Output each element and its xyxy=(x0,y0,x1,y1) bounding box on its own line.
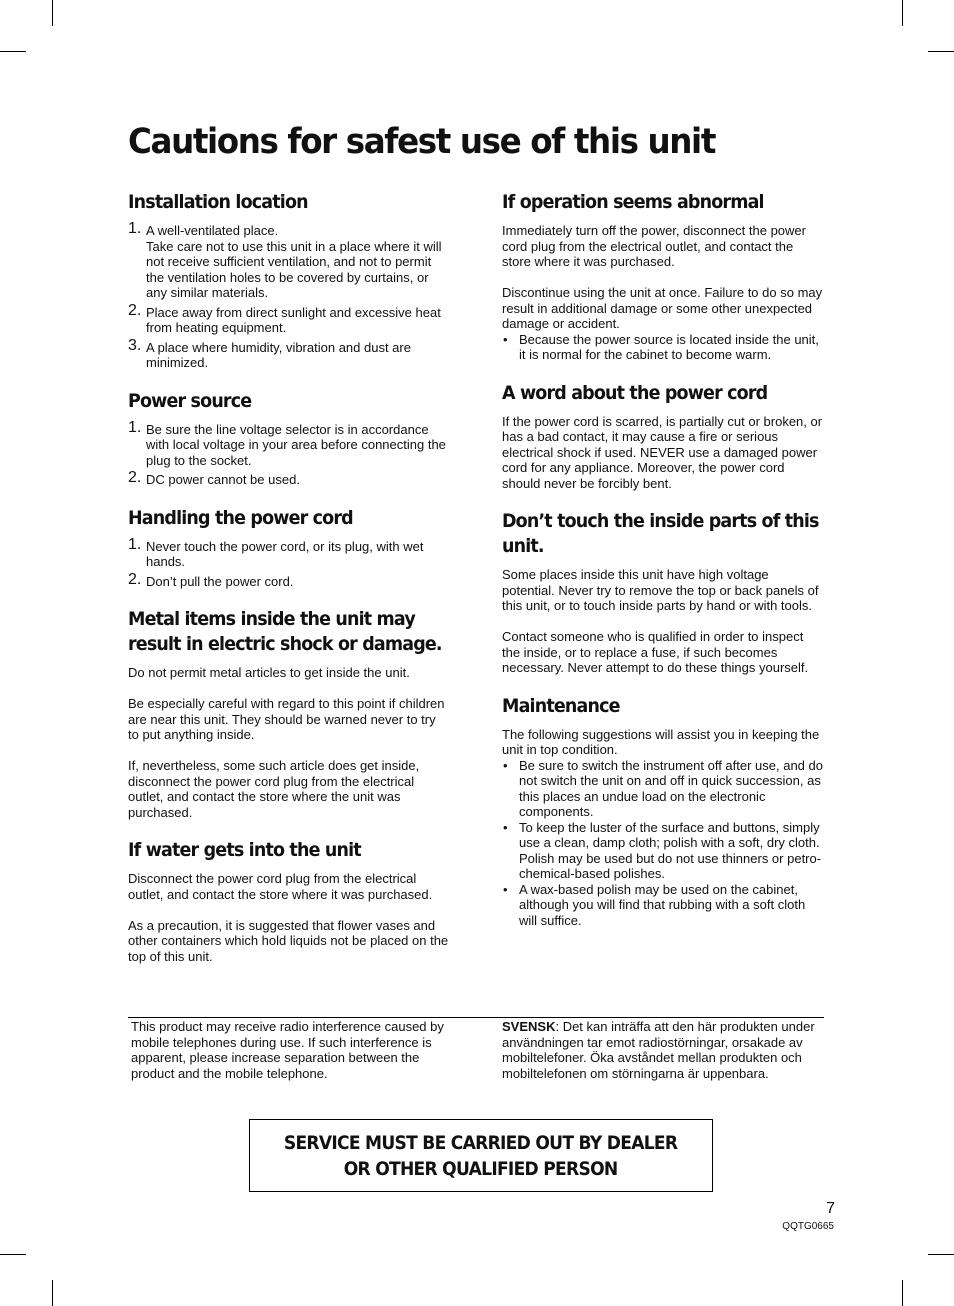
interference-note-swedish xyxy=(502,1019,824,1081)
paragraph: If the power cord is scarred, is partially cut or broken, or has a bad contact, it may cause a fire or serious electrical shock if used. NEVER use a damaged power cord for any appliance. Moreover, the power cord should never be forcibly bent. xyxy=(502,413,823,491)
numbered-list xyxy=(128,535,450,590)
section-heading: A word about the power cord xyxy=(502,381,768,404)
paragraph: As a precaution, it is suggested that flower vases and other containers which hold liquids not be placed on the top of this unit. xyxy=(128,917,449,964)
right-column xyxy=(502,190,824,946)
item-number: 1. xyxy=(128,535,142,553)
item-number: 2. xyxy=(128,469,142,486)
section-maintenance xyxy=(502,694,824,929)
paragraph: Some places inside this unit have high voltage potential. Never try to remove the top or back panels of this unit, or to touch inside parts by hand or with tools. xyxy=(502,567,819,613)
list-item xyxy=(128,220,450,301)
section-dont-touch-inside xyxy=(502,509,824,676)
section-heading: Maintenance xyxy=(502,694,620,717)
item-number: 1. xyxy=(128,220,142,237)
item-text: Don’t pull the power cord. xyxy=(146,573,294,589)
section-heading: Installation location xyxy=(128,191,308,213)
item-number: 2. xyxy=(128,570,142,588)
section-heading: Power source xyxy=(128,389,252,412)
service-warning-box xyxy=(249,1119,713,1192)
item-text: A place where humidity, vibration and dust are minimized. xyxy=(146,339,411,370)
service-warning-line: OR OTHER QUALIFIED PERSON xyxy=(344,1157,618,1180)
bullet-list xyxy=(502,758,824,929)
list-item xyxy=(128,418,450,469)
section-installation-location xyxy=(128,190,450,371)
paragraph: Be especially careful with regard to this point if children are near this unit. They should be warned never to try to put anything inside. xyxy=(128,696,445,742)
paragraph: Do not permit metal articles to get inside the unit. xyxy=(128,665,410,680)
item-text: Be sure the line voltage selector is in accordance with local voltage in your area before connecting the plug to the socket. xyxy=(146,421,446,468)
section-word-about-power-cord xyxy=(502,381,824,492)
paragraph: If, nevertheless, some such article does get inside, disconnect the power cord plug from the electrical outlet, and contact the store where the unit was purchased. xyxy=(128,758,420,820)
list-item xyxy=(128,469,450,488)
bullet-item: • Because the power source is located inside the unit, it is normal for the cabinet to become warm. xyxy=(502,332,824,363)
crop-mark xyxy=(52,0,53,26)
section-metal-items xyxy=(128,607,450,820)
paragraph: Disconnect the power cord plug from the electrical outlet, and contact the store where it was purchased. xyxy=(128,871,433,902)
section-heading: Don’t touch the inside parts of this unit. xyxy=(502,510,819,557)
item-text: A well-ventilated place. xyxy=(146,223,279,238)
section-heading: Handling the power cord xyxy=(128,506,353,529)
list-item xyxy=(128,301,450,336)
section-power-source xyxy=(128,389,450,488)
paragraph: Immediately turn off the power, disconnect the power cord plug from the electrical outlet, and contact the store where it was purchased. xyxy=(502,223,806,269)
item-text: Take care not to use this unit in a place where it will not receive sufficient ventilation, and not to permit the ventilation holes to be covered by curtains, or any similar materials. xyxy=(146,238,442,300)
bullet-item: • Be sure to switch the instrument off after use, and do not switch the unit on and off in quick succession, as this places an undue load on the electronic components. xyxy=(502,758,824,820)
section-handling-power-cord xyxy=(128,506,450,590)
item-number: 1. xyxy=(128,418,142,436)
section-heading: Metal items inside the unit may result in electric shock or damage. xyxy=(128,608,442,655)
crop-mark xyxy=(0,51,26,52)
paragraph: Discontinue using the unit at once. Failure to do so may result in additional damage or some other unexpected damage or accident. xyxy=(502,285,823,331)
crop-mark xyxy=(902,0,903,26)
item-text: Never touch the power cord, or its plug, with wet hands. xyxy=(146,538,424,569)
crop-mark xyxy=(902,1280,903,1306)
list-item xyxy=(128,570,450,590)
item-text: DC power cannot be used. xyxy=(146,472,300,487)
language-label: SVENSK xyxy=(502,1019,556,1034)
paragraph: Contact someone who is qualified in order to inspect the inside, or to replace a fuse, if such becomes necessary. Never attempt to do these things yourself. xyxy=(502,629,809,675)
note-text: : Det kan inträffa att den här produkten under användningen tar emot radiostörningar, orsakade av mobiltelefoner. Öka avståndet mellan produkten och mobiltelefonen om störningarna är uppenbara. xyxy=(502,1019,815,1081)
service-warning-line: SERVICE MUST BE CARRIED OUT BY DEALER xyxy=(284,1131,678,1154)
crop-mark xyxy=(0,1254,26,1255)
crop-mark xyxy=(52,1280,53,1306)
bullet-item: • To keep the luster of the surface and buttons, simply use a clean, damp cloth; polish with a soft, dry cloth. Polish may be used but do not use thinners or petro-chemical-based polishes. xyxy=(502,820,824,882)
left-column xyxy=(128,190,450,982)
page-number: 7 xyxy=(826,1200,835,1217)
bullet-item: • A wax-based polish may be used on the cabinet, although you will find that rubbing with a soft cloth will suffice. xyxy=(502,882,824,929)
item-number: 3. xyxy=(128,336,142,354)
document-code: QQTG0665 xyxy=(782,1221,834,1232)
section-heading: If operation seems abnormal xyxy=(502,191,764,213)
bullet-list xyxy=(502,332,824,363)
list-item xyxy=(128,535,450,570)
numbered-list xyxy=(128,418,450,488)
item-number: 2. xyxy=(128,301,142,319)
footer-divider xyxy=(128,1017,824,1018)
crop-mark xyxy=(928,51,954,52)
section-water xyxy=(128,838,450,964)
item-text: Place away from direct sunlight and excessive heat from heating equipment. xyxy=(146,304,441,335)
section-abnormal-operation xyxy=(502,190,824,363)
section-heading: If water gets into the unit xyxy=(128,839,361,861)
service-warning-text xyxy=(284,1130,677,1182)
interference-note-english: This product may receive radio interference caused by mobile telephones during use. If such interference is apparent, please increase separation between the product and the mobile telephone. xyxy=(131,1019,444,1081)
list-item xyxy=(128,336,450,371)
page-title: Cautions for safest use of this unit xyxy=(128,122,715,162)
crop-mark xyxy=(928,1254,954,1255)
numbered-list xyxy=(128,220,450,371)
paragraph: The following suggestions will assist you in keeping the unit in top condition. xyxy=(502,726,820,757)
